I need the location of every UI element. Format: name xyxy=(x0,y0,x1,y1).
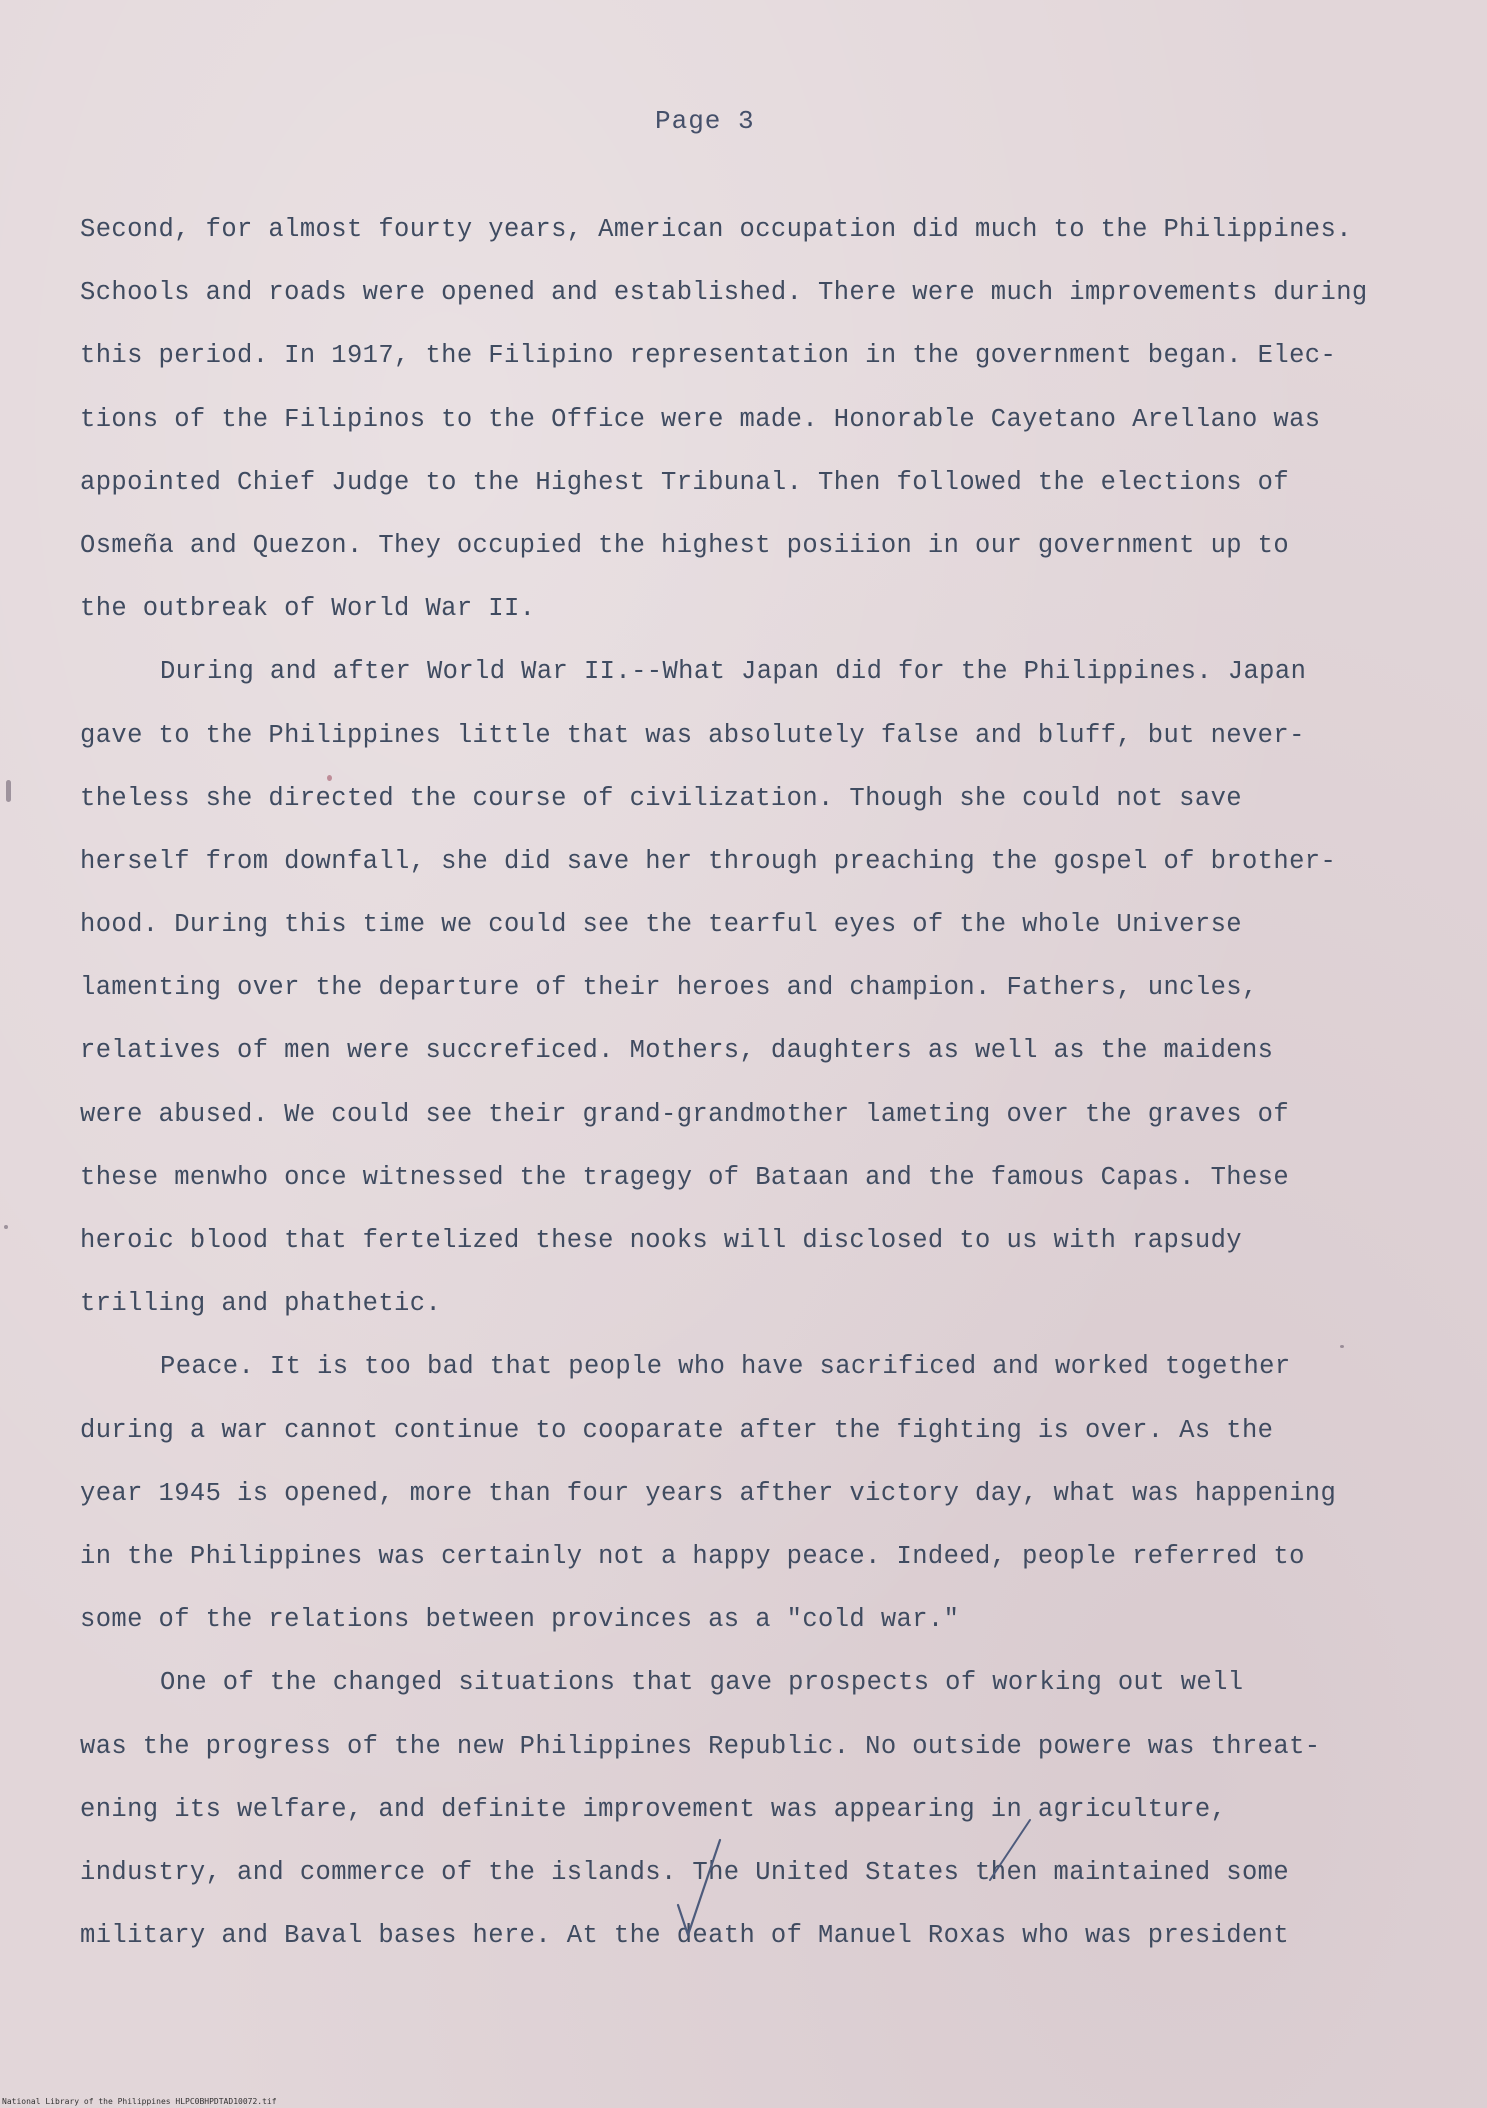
text-line: the outbreak of World War II. xyxy=(80,594,536,624)
text-line: in the Philippines was certainly not a happy peace. Indeed, people referred to xyxy=(80,1541,1305,1571)
text-line: military and Baval bases here. At the death of Manuel Roxas who was president xyxy=(80,1921,1290,1951)
paper-speck xyxy=(200,1236,203,1239)
text-line: during a war cannot continue to cooparate after the fighting is over. As the xyxy=(80,1415,1274,1445)
archive-footer-note: National Library of the Philippines HLPC0BHPDTAD10072.tif xyxy=(2,2097,277,2106)
text-line: industry, and commerce of the islands. The United States then maintained some xyxy=(80,1857,1290,1887)
text-line: these menwho once witnessed the tragegy of Bataan and the famous Capas. These xyxy=(80,1162,1290,1192)
page-number: Page 3 xyxy=(655,106,755,136)
text-line: lamenting over the departure of their heroes and champion. Fathers, uncles, xyxy=(80,973,1258,1003)
text-line: year 1945 is opened, more than four years afther victory day, what was happening xyxy=(80,1478,1337,1508)
text-line: Peace. It is too bad that people who have sacrificed and worked together xyxy=(160,1352,1291,1382)
text-line: relatives of men were succreficed. Mothers, daughters as well as the maidens xyxy=(80,1036,1274,1066)
paper-speck xyxy=(327,775,332,781)
text-line: heroic blood that fertelized these nooks will disclosed to us with rapsudy xyxy=(80,1226,1242,1255)
text-line: Second, for almost fourty years, American occupation did much to the Philippines. xyxy=(80,215,1352,244)
text-line: Osmeña and Quezon. They occupied the highest posiiion in our government up to xyxy=(80,530,1290,560)
text-line: were abused. We could see their grand-grandmother lameting over the graves of xyxy=(80,1099,1290,1129)
paper-speck xyxy=(6,780,11,802)
text-line: During and after World War II.--What Japan did for the Philippines. Japan xyxy=(160,657,1307,687)
text-line: theless she directed the course of civilization. Though she could not save xyxy=(80,783,1242,813)
paper-speck xyxy=(4,1225,8,1229)
text-line: some of the relations between provinces as a "cold war." xyxy=(80,1605,960,1635)
handwritten-check-mark xyxy=(670,1835,730,1945)
text-line: was the progress of the new Philippines Republic. No outside powere was threat- xyxy=(80,1731,1321,1761)
text-line: trilling and phathetic. xyxy=(80,1289,442,1319)
handwritten-slash-mark xyxy=(985,1815,1035,1885)
text-line: Schools and roads were opened and established. There were much improvements during xyxy=(80,278,1368,308)
text-line: hood. During this time we could see the tearful eyes of the whole Universe xyxy=(80,910,1242,940)
text-line: gave to the Philippines little that was absolutely false and bluff, but never- xyxy=(80,720,1305,750)
text-line: appointed Chief Judge to the Highest Tribunal. Then followed the elections of xyxy=(80,467,1290,497)
document-body xyxy=(80,198,1420,1967)
text-line: One of the changed situations that gave prospects of working out well xyxy=(160,1668,1244,1698)
text-line: this period. In 1917, the Filipino representation in the government began. Elec- xyxy=(80,341,1337,371)
text-line: tions of the Filipinos to the Office were made. Honorable Cayetano Arellano was xyxy=(80,404,1321,434)
text-line: herself from downfall, she did save her through preaching the gospel of brother- xyxy=(80,846,1337,876)
paper-speck xyxy=(1340,1345,1344,1348)
text-line: ening its welfare, and definite improvement was appearing in agriculture, xyxy=(80,1794,1227,1824)
